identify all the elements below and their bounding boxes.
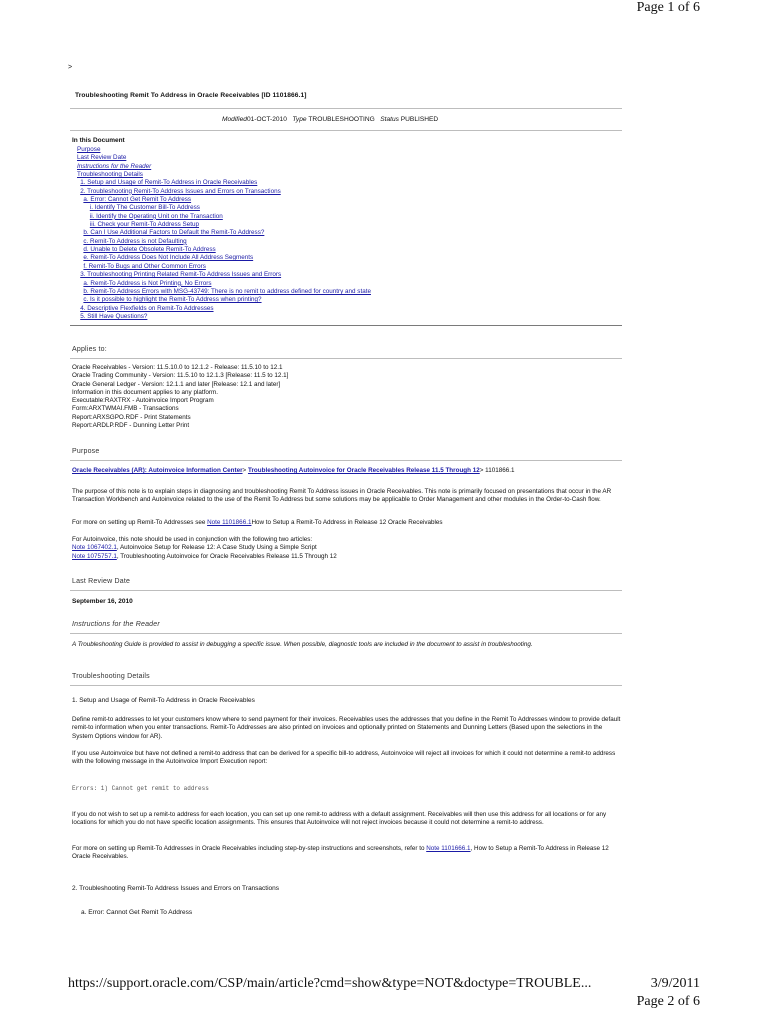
page-number-bottom: Page 2 of 6 <box>636 994 700 1009</box>
note-link-1067402[interactable]: Note 1067402.1 <box>72 544 117 552</box>
applies-divider <box>70 358 622 359</box>
note-link-1101666[interactable]: Note 1101666.1 <box>426 845 471 852</box>
instructions-text: A Troubleshooting Guide is provided to assist in debugging a specific issue. When possible, diagnostic tools are included in the document to assist in troubleshooting. <box>72 641 533 648</box>
toc-list <box>77 146 371 321</box>
toc-item[interactable] <box>77 171 371 179</box>
toc-link[interactable]: a. Error: Cannot Get Remit To Address <box>83 196 192 204</box>
applies-line: Report:ARXSGPO.RDF - Print Statements <box>72 413 191 421</box>
toc-item[interactable] <box>77 246 371 254</box>
purpose-divider <box>70 460 622 461</box>
arrow-glyph: > <box>68 64 73 71</box>
purpose-paragraph: The purpose of this note is to explain steps in diagnosing and troubleshooting Remit To Address issues in Oracle Receivables. This note is primarily focused on presentations that occur in the AR Transaction Workbench and Autoinvoice related to the use of the Remit To Address but some solutions may be applicable to Order Management and other modules in the Order-to-Cash flow. <box>72 488 612 504</box>
article-meta <box>222 116 438 123</box>
type-label: Type <box>292 116 307 123</box>
purpose-setup-note <box>72 519 443 526</box>
toc-link[interactable]: i. Identify The Customer Bill-To Address <box>89 204 200 212</box>
toc-item[interactable] <box>77 254 371 262</box>
toc-link[interactable]: a. Remit-To Address is Not Printing, No Errors <box>83 279 212 287</box>
toc-item[interactable] <box>77 288 371 296</box>
toc-link[interactable]: e. Remit-To Address Does Not Include All Address Segments <box>83 254 254 262</box>
toc-link[interactable]: b. Remit-To Address Errors with MSG-43749: There is no remit to address defined for country and state <box>83 287 371 295</box>
toc-item[interactable] <box>77 154 371 162</box>
modified-value: 01-OCT-2010 <box>246 116 287 123</box>
details-subheading-2a: a. Error: Cannot Get Remit To Address <box>81 909 193 916</box>
toc-link[interactable]: Purpose <box>77 146 101 153</box>
toc-item[interactable] <box>77 179 371 187</box>
breadcrumb <box>72 467 514 474</box>
toc-item[interactable] <box>77 196 371 204</box>
modified-label: Modified <box>222 116 247 123</box>
toc-heading: In this Document <box>72 137 125 144</box>
applies-line: Oracle Receivables - Version: 11.5.10.0 to 12.1.2 - Release: 11.5.10 to 12.1 <box>72 364 283 371</box>
instructions-divider <box>70 633 622 634</box>
purpose-setup-text-post: How to Setup a Remit-To Address in Release 12 Oracle Receivables <box>251 519 443 526</box>
status-value: PUBLISHED <box>400 116 439 123</box>
toc-link[interactable]: 4. Descriptive Flexfields on Remit-To Addresses <box>80 304 214 312</box>
meta-divider <box>70 130 622 131</box>
article-title: Troubleshooting Remit To Address in Oracle Receivables [ID 1101866.1] <box>75 92 307 99</box>
toc-item[interactable] <box>77 313 371 321</box>
toc-item[interactable] <box>77 229 371 237</box>
error-code: Errors: 1) Cannot get remit to address <box>72 785 209 792</box>
applies-lines <box>72 364 288 430</box>
toc-divider <box>70 325 622 326</box>
applies-heading: Applies to: <box>72 346 107 353</box>
last-review-divider <box>70 590 622 591</box>
autoinvoice-intro: For Autoinvoice, this note should be used in conjunction with the following two articles: <box>72 536 313 543</box>
toc-link[interactable]: 5. Still Have Questions? <box>80 312 148 320</box>
applies-line: Report:ARDLP.RDF - Dunning Letter Print <box>72 422 190 430</box>
details-subheading-1: 1. Setup and Usage of Remit-To Address in Oracle Receivables <box>72 697 255 704</box>
toc-link[interactable]: 2. Troubleshooting Remit-To Address Issues and Errors on Transactions <box>80 187 281 195</box>
toc-link[interactable]: iii. Check your Remit-To Address Setup <box>89 221 199 229</box>
toc-link[interactable]: Instructions for the Reader <box>77 162 152 170</box>
applies-line: Oracle Trading Community - Version: 11.5.10 to 12.1.3 [Release: 11.5 to 12.1] <box>72 372 289 380</box>
toc-link[interactable]: Last Review Date <box>77 154 127 162</box>
toc-link[interactable]: d. Unable to Delete Obsolete Remit-To Address <box>83 246 216 254</box>
toc-item[interactable] <box>77 305 371 313</box>
title-divider <box>70 108 622 109</box>
breadcrumb-link-info-center[interactable]: Oracle Receivables (AR): Autoinvoice Information Center <box>72 467 243 474</box>
note-desc-1075757: , Troubleshooting Autoinvoice for Oracle Receivables Release 11.5 Through 12 <box>116 552 337 560</box>
breadcrumb-sep: > <box>242 467 248 474</box>
footer-date: 3/9/2011 <box>650 976 700 991</box>
details-p4-text-post: , How to Setup a Remit-To Address in Release 12 Oracle Receivables. <box>72 845 609 861</box>
toc-item[interactable] <box>77 204 371 212</box>
details-p4-text: For more on setting up Remit-To Addresses in Oracle Receivables including step-by-step instructions and screenshots, refer to <box>72 845 427 852</box>
toc-item[interactable] <box>77 213 371 221</box>
toc-item[interactable] <box>77 296 371 304</box>
details-paragraph-1: Define remit-to addresses to let your customers know where to send payment for their invoices. Receivables uses the addresses that you define in the Remit To Addresses window to provide default remit-to information when you enter transactions. Remit-To Addresses are also printed on invoices and optionally printed on Statements and Dunning Letters (Based upon the selections in the System Options window for AR). <box>72 716 621 740</box>
instructions-heading: Instructions for the Reader <box>72 621 160 628</box>
autoinvoice-refs <box>72 536 337 561</box>
toc-link[interactable]: b. Can I Use Additional Factors to Default the Remit-To Address? <box>83 229 265 237</box>
toc-link[interactable]: ii. Identify the Operating Unit on the Transaction <box>89 212 223 220</box>
toc-item[interactable] <box>77 188 371 196</box>
details-paragraph-3: If you do not wish to set up a remit-to address for each location, you can set up one remit-to address with a default assignment. Receivables will then use this address for all locations or for any locations for which you do not have specific location assignments. This ensures that Autoinvoice will not reject invoices because it could not determine a remit-to address. <box>72 811 607 827</box>
last-review-heading: Last Review Date <box>72 578 131 585</box>
toc-item[interactable] <box>77 271 371 279</box>
details-subheading-2: 2. Troubleshooting Remit-To Address Issues and Errors on Transactions <box>72 885 280 892</box>
purpose-heading: Purpose <box>72 448 100 455</box>
toc-item[interactable] <box>77 238 371 246</box>
toc-item[interactable] <box>77 221 371 229</box>
applies-line: Form:ARXTWMAI.FMB - Transactions <box>72 405 179 413</box>
toc-link[interactable]: f. Remit-To Bugs and Other Common Errors <box>83 262 206 270</box>
details-paragraph-4 <box>72 845 624 862</box>
toc-item[interactable] <box>77 163 371 171</box>
note-link-1101866[interactable]: Note 1101866.1 <box>207 519 252 526</box>
page-number-top: Page 1 of 6 <box>636 0 700 15</box>
toc-link[interactable]: 1. Setup and Usage of Remit-To Address in Oracle Receivables <box>80 179 258 187</box>
purpose-setup-text: For more on setting up Remit-To Addresses see <box>72 519 208 526</box>
type-value: TROUBLESHOOTING <box>308 116 375 123</box>
breadcrumb-current: > 1101866.1 <box>479 467 515 474</box>
note-desc-1067402: , Autoinvoice Setup for Release 12: A Case Study Using a Simple Script <box>116 544 317 552</box>
details-paragraph-2: If you use Autoinvoice but have not defined a remit-to address that can be derived for a specific bill-to address, Autoinvoice will reject all invoices for which it could not determine a remit-to address with the following message in the Autoinvoice Import Execution report: <box>72 750 616 766</box>
last-review-value: September 16, 2010 <box>72 598 133 605</box>
details-divider <box>70 685 622 686</box>
toc-link[interactable]: c. Remit-To Address is not Defaulting <box>83 237 187 245</box>
footer-url: https://support.oracle.com/CSP/main/article?cmd=show&type=NOT&doctype=TROUBLE... <box>68 976 592 991</box>
toc-link[interactable]: c. Is it possible to highlight the Remit-To Address when printing? <box>83 296 262 304</box>
toc-link[interactable]: Troubleshooting Details <box>77 171 143 179</box>
toc-item[interactable] <box>77 146 371 154</box>
applies-line: Executable:RAXTRX - Autoinvoice Import Program <box>72 397 214 405</box>
toc-item[interactable] <box>77 263 371 271</box>
applies-line: Oracle General Ledger - Version: 12.1.1 and later [Release: 12.1 and later] <box>72 380 281 388</box>
status-label: Status <box>380 116 399 123</box>
applies-line: Information in this document applies to any platform. <box>72 388 218 396</box>
toc-link[interactable]: 3. Troubleshooting Printing Related Remit-To Address Issues and Errors <box>80 271 282 279</box>
details-heading: Troubleshooting Details <box>72 673 150 680</box>
note-link-1075757[interactable]: Note 1075757.1 <box>72 552 117 560</box>
toc-item[interactable] <box>77 280 371 288</box>
breadcrumb-link-troubleshooting[interactable]: Troubleshooting Autoinvoice for Oracle Receivables Release 11.5 Through 12 <box>247 467 480 474</box>
